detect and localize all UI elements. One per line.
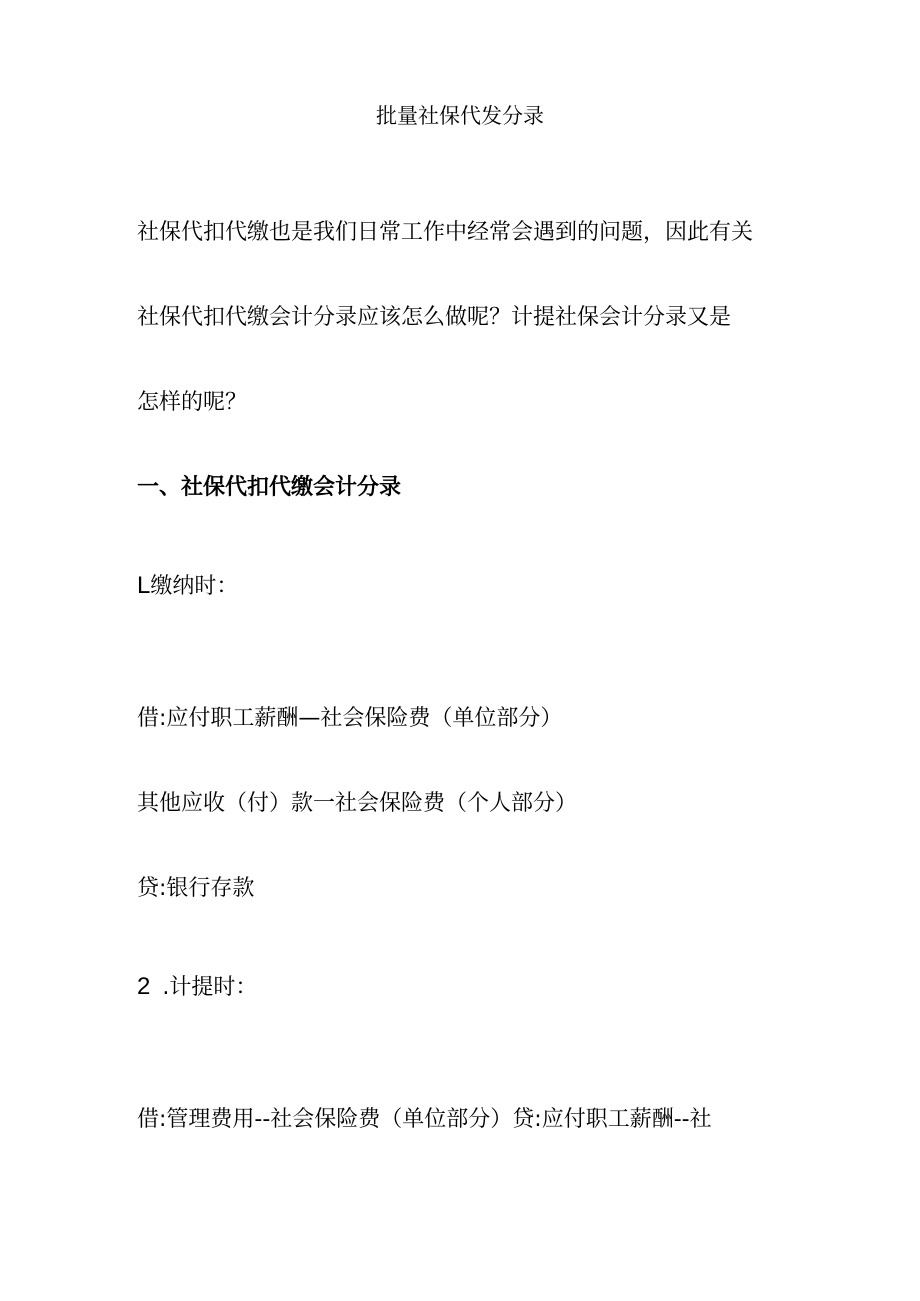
intro-line-2: 社保代扣代缴会计分录应该怎么做呢？计提社保会计分录又是	[137, 305, 732, 330]
entry-2-line: 借:管理费用--社会保险费（单位部分）贷:应付职工薪酬--社	[137, 1107, 712, 1132]
step-1-label: 缴纳时：	[150, 574, 239, 599]
intro-line-1: 社保代扣代缴也是我们日常工作中经常会遇到的问题，因此有关	[137, 220, 754, 245]
step-2	[137, 972, 257, 1003]
section-heading: 一、社保代扣代缴会计分录	[137, 475, 402, 500]
step-1	[137, 571, 238, 602]
document-title: 批量社保代发分录	[376, 104, 544, 128]
entry-1-debit-line: 借:应付职工薪酬—社会保险费（单位部分）	[137, 706, 563, 731]
step-2-label: .计提时：	[162, 975, 258, 1000]
entry-1-credit-line: 贷:银行存款	[137, 876, 255, 901]
entry-1-debit-line-2: 其他应收（付）款一社会保险费（个人部分）	[137, 791, 578, 816]
step-2-marker: 2	[137, 973, 151, 1000]
intro-line-3: 怎样的呢？	[137, 390, 248, 415]
step-1-marker: L	[137, 572, 151, 599]
